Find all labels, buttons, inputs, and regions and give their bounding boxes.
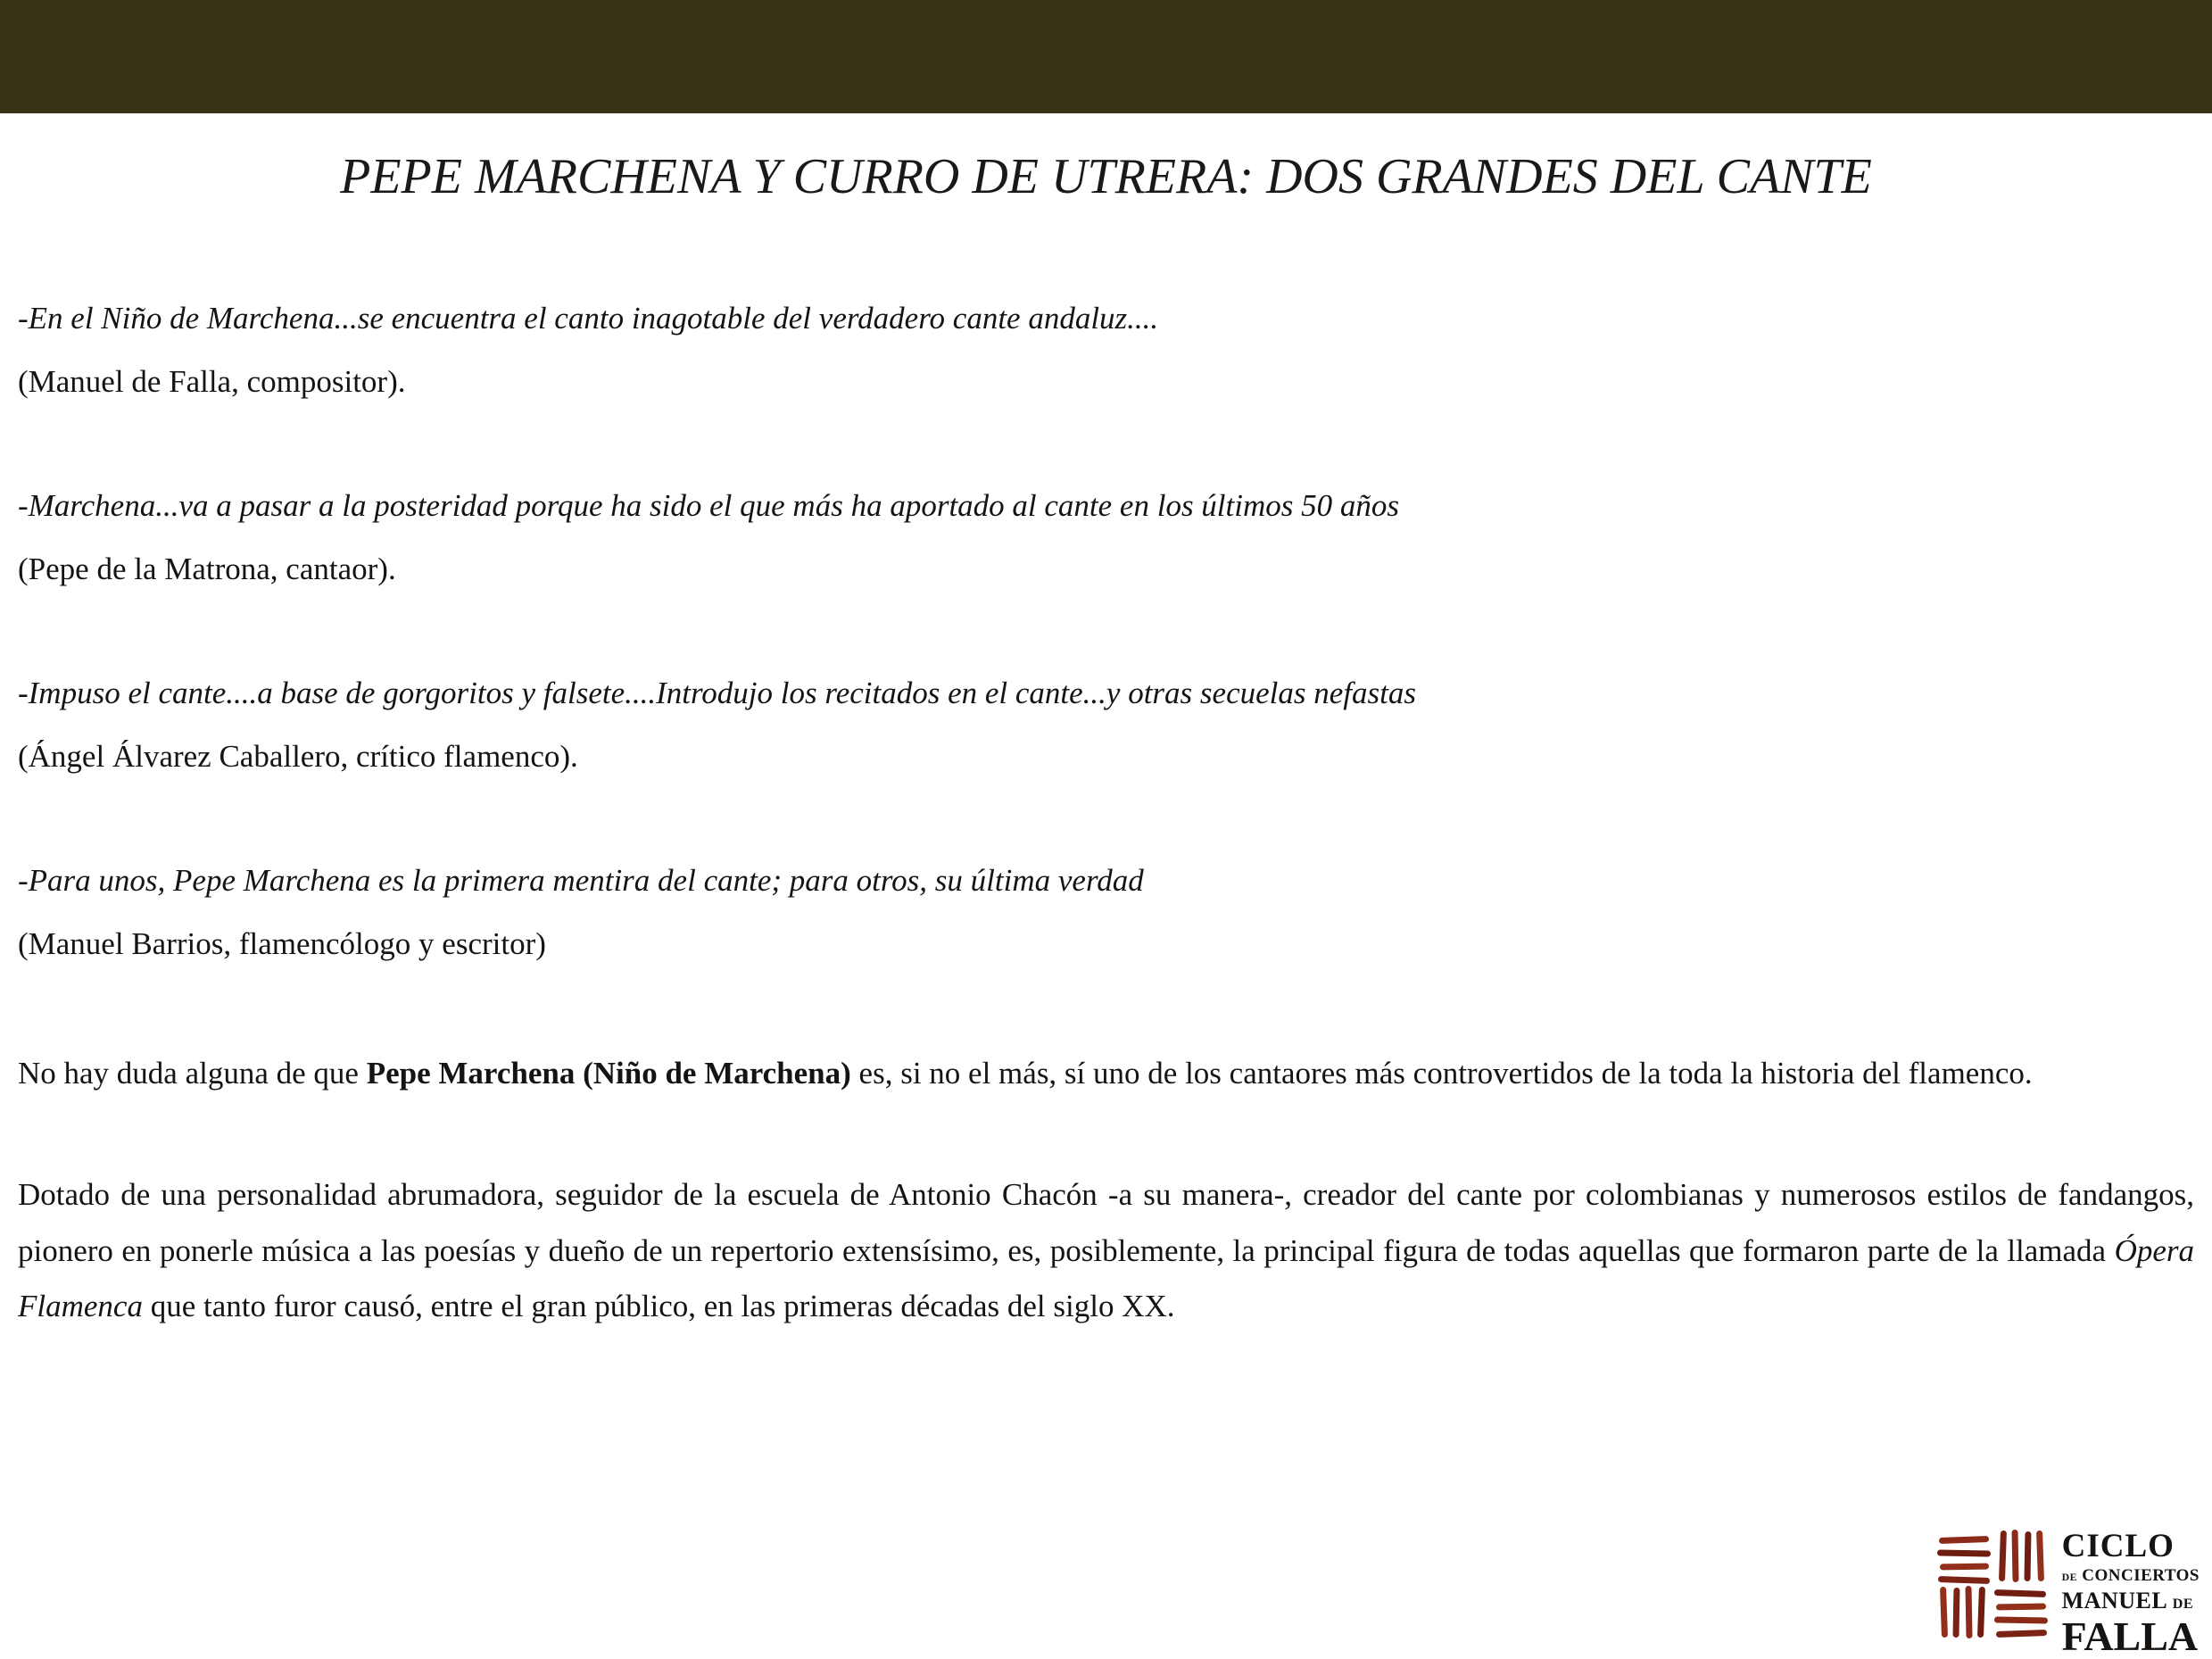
paragraph-text: Dotado de una personalidad abrumadora, seguidor de la escuela de Antonio Chacón -a su manera-, creador del cante por colombianas y numerosos estilos de fandangos, pionero en ponerle música a las poesías y dueño de un repertorio extensísimo, es, posiblemente, la principal figura de todas aquellas que formaron parte de la llamada: [18, 1177, 2194, 1268]
quote-text: -Marchena...va a pasar a la posteridad porque ha sido el que más ha aportado al cante en los últimos 50 años: [18, 488, 1399, 524]
quote-block: [18, 671, 2194, 778]
quote-attribution: (Manuel Barrios, flamencólogo y escritor): [18, 926, 546, 962]
logo-manuel: MANUEL: [2061, 1588, 2166, 1613]
quote-text: -Impuso el cante....a base de gorgoritos y falsete....Introdujo los recitados en el cante...y otras secuelas nefastas: [18, 676, 1416, 711]
paragraph-bold-text: Pepe Marchena (Niño de Marchena): [366, 1056, 851, 1091]
paragraph: [18, 1046, 2194, 1101]
logo-conciertos: CONCIERTOS: [2082, 1566, 2200, 1585]
paragraph-text: No hay duda alguna de que: [18, 1056, 367, 1091]
quote-attribution: (Ángel Álvarez Caballero, crítico flamenco).: [18, 739, 578, 775]
quote-block: [18, 484, 2194, 591]
paragraph-text: es, si no el más, sí uno de los cantaores más controvertidos de la toda la historia del flamenco.: [850, 1056, 2033, 1091]
logo-line-manuel: [2062, 1589, 2200, 1613]
quote-block: [18, 859, 2194, 966]
top-bar: [0, 0, 2212, 113]
quote-text: -En el Niño de Marchena...se encuentra el canto inagotable del verdadero cante andaluz....: [18, 301, 1159, 336]
quote-attribution: (Manuel de Falla, compositor).: [18, 364, 406, 400]
slide-content: [0, 147, 2212, 1334]
quotes-section: [18, 296, 2194, 966]
page-title: PEPE MARCHENA Y CURRO DE UTRERA: DOS GRANDES DEL CANTE: [340, 149, 1872, 204]
paragraph-text: que tanto furor causó, entre el gran público, en las primeras décadas del siglo XX.: [142, 1289, 1175, 1324]
logo-text: [2062, 1528, 2200, 1657]
logo-de-small: DE: [2172, 1597, 2194, 1612]
quote-text: -Para unos, Pepe Marchena es la primera mentira del cante; para otros, su última verdad: [18, 863, 1144, 899]
paragraph-italic-text: Ópera Flamenca: [18, 1232, 2194, 1324]
quote-attribution: (Pepe de la Matrona, cantaor).: [18, 552, 396, 587]
quote-block: [18, 296, 2194, 403]
logo-line-conciertos: [2062, 1567, 2200, 1584]
logo-de-small: DE: [2061, 1572, 2077, 1583]
logo-line-ciclo: CICLO: [2061, 1528, 2175, 1564]
ciclo-manuel-de-falla-logo: [1935, 1528, 2200, 1657]
brush-pinwheel-icon: [1935, 1528, 2051, 1640]
body-section: [18, 1046, 2194, 1334]
paragraph: [18, 1167, 2194, 1334]
logo-line-falla: FALLA: [2061, 1613, 2199, 1659]
